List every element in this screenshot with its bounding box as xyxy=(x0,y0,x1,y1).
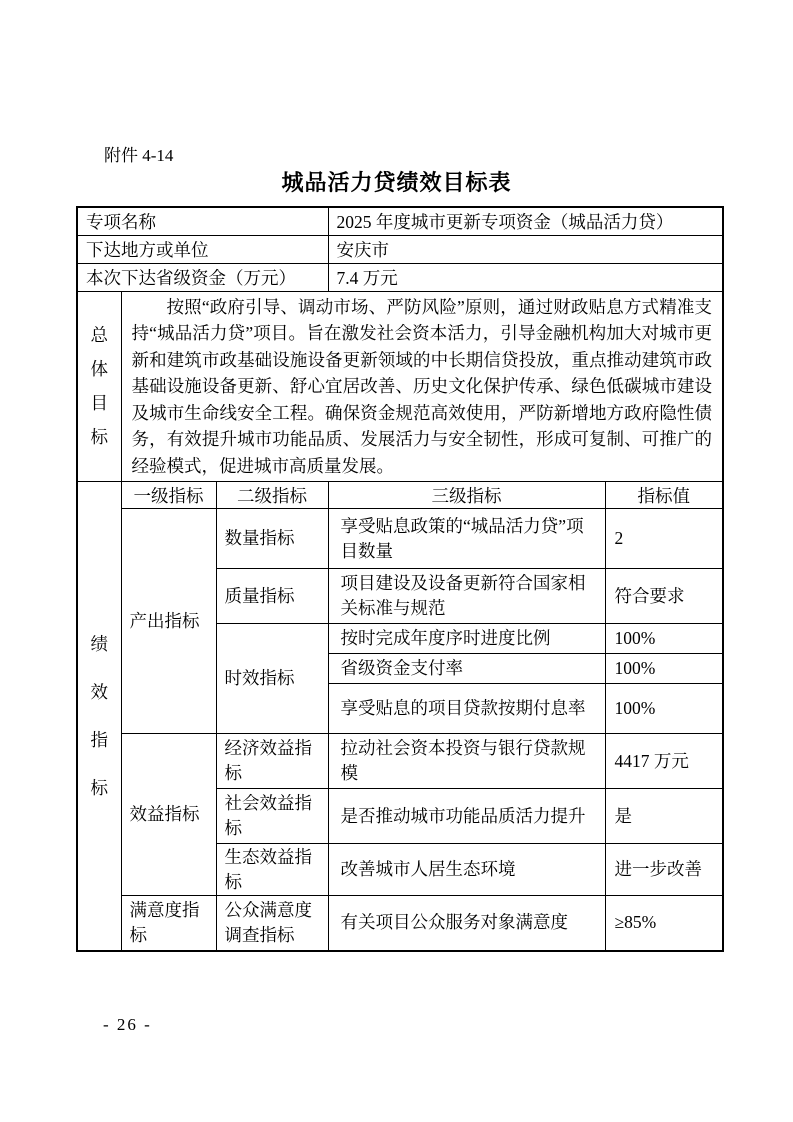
level2-public-satisfaction: 公众满意度调查指标 xyxy=(216,896,328,951)
level2-economic: 经济效益指标 xyxy=(216,734,328,789)
info-row-special-name xyxy=(77,207,723,235)
level2-quality: 质量指标 xyxy=(216,569,328,624)
indicator-value: 100% xyxy=(605,654,723,684)
indicator-value: 100% xyxy=(605,684,723,734)
info-value: 2025 年度城市更新专项资金（城品活力贷） xyxy=(328,207,723,235)
indicator-row xyxy=(77,896,723,951)
level3-indicator: 享受贴息的项目贷款按期付息率 xyxy=(328,684,605,734)
level2-ecological: 生态效益指标 xyxy=(216,844,328,896)
header-level2: 二级指标 xyxy=(216,482,328,509)
info-label: 专项名称 xyxy=(77,207,328,235)
level1-output: 产出指标 xyxy=(121,509,216,734)
level2-social: 社会效益指标 xyxy=(216,789,328,844)
level2-quantity: 数量指标 xyxy=(216,509,328,569)
overall-goal-text: 按照“政府引导、调动市场、严防风险”原则，通过财政贴息方式精准支持“城品活力贷”项目。旨在激发社会资本活力，引导金融机构加大对城市更新和建筑市政基础设施设备更新领域的中长期信贷投放，重点推动建筑市政基础设施设备更新、舒心宜居改善、历史文化保护传承、绿色低碳城市建设及城市生命线安全工程。确保资金规范高效使用，严防新增地方政府隐性债务，有效提升城市功能品质、发展活力与安全韧性，形成可复制、可推广的经验模式，促进城市高质量发展。 xyxy=(121,291,723,482)
level3-indicator: 有关项目公众服务对象满意度 xyxy=(328,896,605,951)
indicator-value: 100% xyxy=(605,624,723,654)
info-row-recipient xyxy=(77,235,723,263)
level1-benefit: 效益指标 xyxy=(121,734,216,896)
attachment-label: 附件 4-14 xyxy=(104,146,174,165)
info-value: 7.4 万元 xyxy=(328,263,723,291)
header-level3: 三级指标 xyxy=(328,482,605,509)
indicator-row xyxy=(77,509,723,569)
level3-indicator: 省级资金支付率 xyxy=(328,654,605,684)
overall-goal-row xyxy=(77,291,723,482)
indicator-value: 进一步改善 xyxy=(605,844,723,896)
page-title: 城品活力贷绩效目标表 xyxy=(281,170,512,195)
level3-indicator: 拉动社会资本投资与银行贷款规模 xyxy=(328,734,605,789)
level1-satisfaction: 满意度指标 xyxy=(121,896,216,951)
indicator-value: 是 xyxy=(605,789,723,844)
info-label: 下达地方或单位 xyxy=(77,235,328,263)
indicator-value: 2 xyxy=(605,509,723,569)
level3-indicator: 项目建设及设备更新符合国家相关标准与规范 xyxy=(328,569,605,624)
indicator-value: ≥85% xyxy=(605,896,723,951)
performance-section-label: 绩效指标 xyxy=(77,482,121,951)
indicator-row xyxy=(77,734,723,789)
indicator-value: 符合要求 xyxy=(605,569,723,624)
indicator-value: 4417 万元 xyxy=(605,734,723,789)
header-value: 指标值 xyxy=(605,482,723,509)
performance-target-table xyxy=(76,206,724,952)
indicator-header-row xyxy=(77,482,723,509)
page-number: - 26 - xyxy=(103,1015,152,1034)
info-label: 本次下达省级资金（万元） xyxy=(77,263,328,291)
overall-goal-label: 总体目标 xyxy=(77,291,121,482)
info-row-funds xyxy=(77,263,723,291)
header-level1: 一级指标 xyxy=(121,482,216,509)
level3-indicator: 改善城市人居生态环境 xyxy=(328,844,605,896)
info-value: 安庆市 xyxy=(328,235,723,263)
level3-indicator: 享受贴息政策的“城品活力贷”项目数量 xyxy=(328,509,605,569)
level3-indicator: 按时完成年度序时进度比例 xyxy=(328,624,605,654)
level2-timeliness: 时效指标 xyxy=(216,624,328,734)
level3-indicator: 是否推动城市功能品质活力提升 xyxy=(328,789,605,844)
